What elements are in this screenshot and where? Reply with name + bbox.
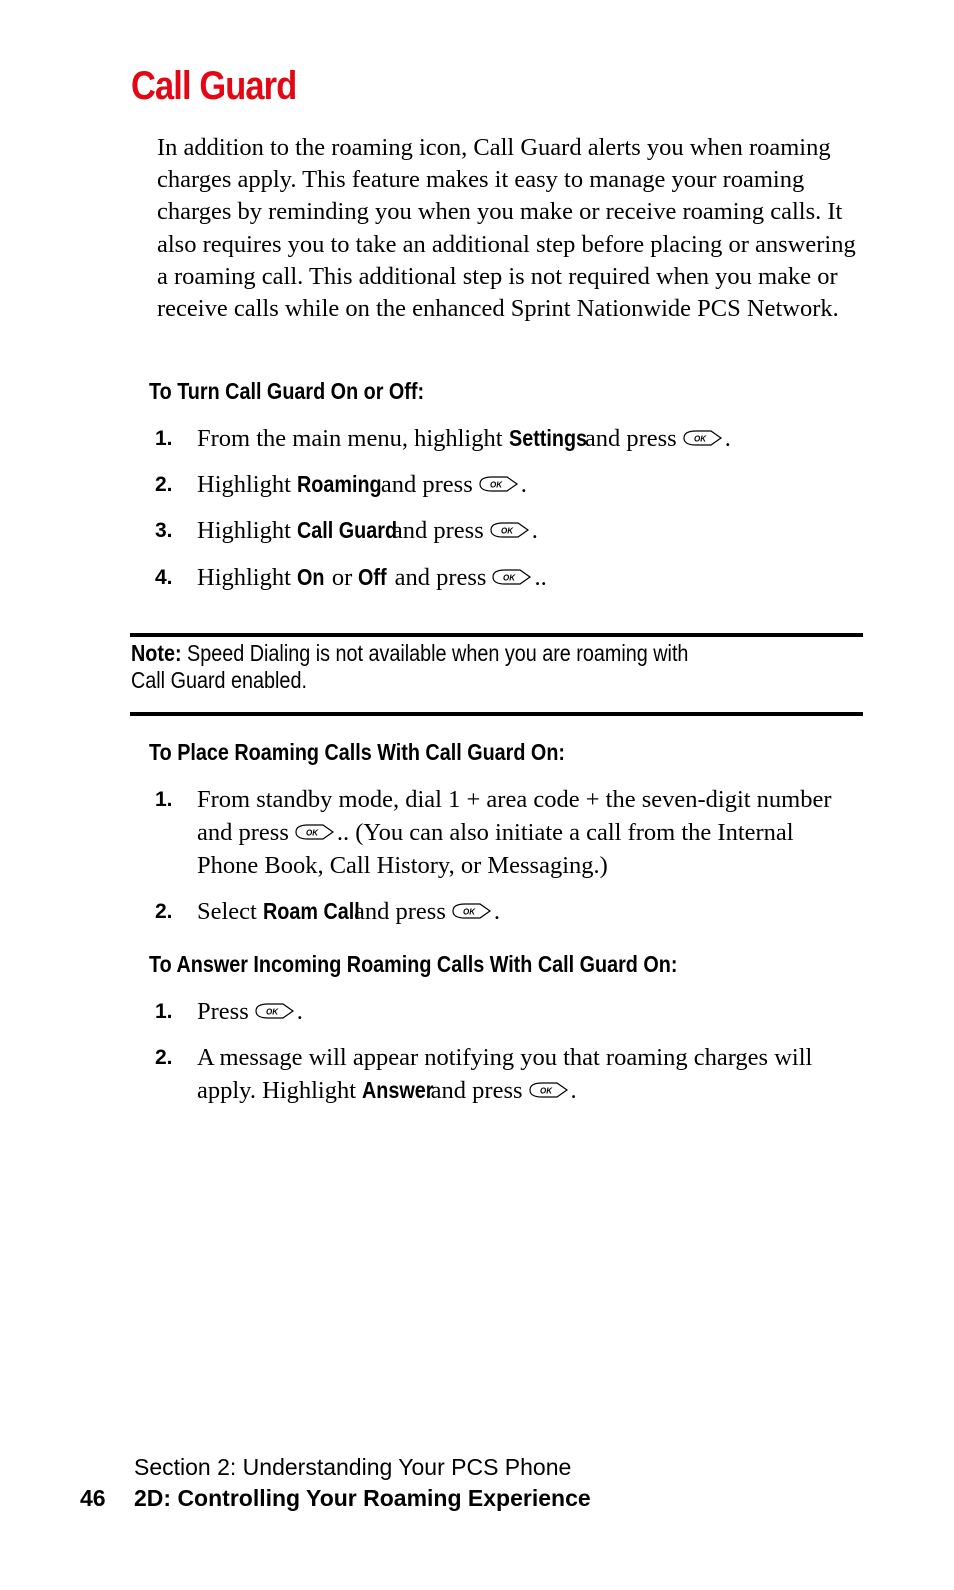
step-text: Press OK . <box>197 998 303 1025</box>
step-number: 2. <box>155 900 173 923</box>
svg-text:OK: OK <box>305 828 318 838</box>
svg-text:OK: OK <box>489 480 502 490</box>
keyword: Settings <box>508 425 587 451</box>
step-text: Highlight Roaming and press OK . <box>197 468 857 501</box>
step-text: Highlight Call Guard and press OK . <box>197 514 857 547</box>
ok-key-icon <box>527 1081 569 1099</box>
keyword: Call Guard <box>297 517 398 543</box>
keyword: Roam Call <box>263 898 360 924</box>
step-number: 2. <box>155 473 173 496</box>
note-bottom-rule <box>130 712 863 716</box>
answer-calls-heading: To Answer Incoming Roaming Calls With Call Guard On: <box>149 951 678 977</box>
step-text: From the main menu, highlight Settings and press OK . <box>197 422 857 455</box>
svg-text:OK: OK <box>265 1007 278 1017</box>
step-number: 1. <box>155 1000 173 1023</box>
note-label: Note: <box>131 640 182 666</box>
svg-text:OK: OK <box>462 907 475 917</box>
step-number: 1. <box>155 427 173 450</box>
place-calls-heading: To Place Roaming Calls With Call Guard On: <box>149 739 565 765</box>
ok-key-icon <box>488 521 530 539</box>
page-number: 46 <box>80 1485 106 1511</box>
ok-key-icon <box>681 429 723 447</box>
ok-key-icon <box>477 475 519 493</box>
ok-key-icon <box>450 902 492 920</box>
ok-key-icon <box>253 1002 295 1020</box>
page-title: Call Guard <box>131 64 297 108</box>
svg-text:OK: OK <box>500 526 513 536</box>
keyword: On <box>297 564 325 590</box>
intro-paragraph: In addition to the roaming icon, Call Guard alerts you when roaming charges apply. This feature makes it easy to manage your roaming charges by reminding you when you make or receive roaming calls. It also requires you to take an additional step before placing or answering a roaming call. This additional step is not required when you make or receive calls while on the enhanced Sprint Nationwide PCS Network. <box>157 134 856 323</box>
ok-key-icon <box>293 823 335 841</box>
note-text: Note: Speed Dialing is not available when you are roaming with Call Guard enabled. <box>131 640 689 693</box>
step-number: 1. <box>155 788 173 811</box>
footer-section-title: Section 2: Understanding Your PCS Phone <box>134 1454 572 1480</box>
keyword: Roaming <box>297 471 382 497</box>
step-text: Highlight On or Off and press OK .. <box>197 561 857 594</box>
keyword: Off <box>358 564 388 590</box>
step-text: From standby mode, dial 1 + area code + the seven-digit number and press OK .. (You can also initiate a call from the Internal Phone Book, Call History, or Messaging.) <box>197 786 832 879</box>
step-number: 3. <box>155 519 173 542</box>
footer-chapter-title: 2D: Controlling Your Roaming Experience <box>134 1485 591 1511</box>
keyword: Answer <box>362 1077 434 1103</box>
step-number: 2. <box>155 1046 173 1069</box>
note-top-rule <box>130 633 863 637</box>
svg-text:OK: OK <box>693 434 706 444</box>
svg-text:OK: OK <box>503 573 516 583</box>
turn-on-off-heading: To Turn Call Guard On or Off: <box>149 378 425 404</box>
svg-text:OK: OK <box>539 1086 552 1096</box>
step-text: A message will appear notifying you that roaming charges will apply. Highlight Answer and press OK . <box>197 1041 857 1107</box>
step-text: Select Roam Call and press OK . <box>197 895 857 928</box>
ok-key-icon <box>490 568 532 586</box>
step-number: 4. <box>155 566 173 589</box>
